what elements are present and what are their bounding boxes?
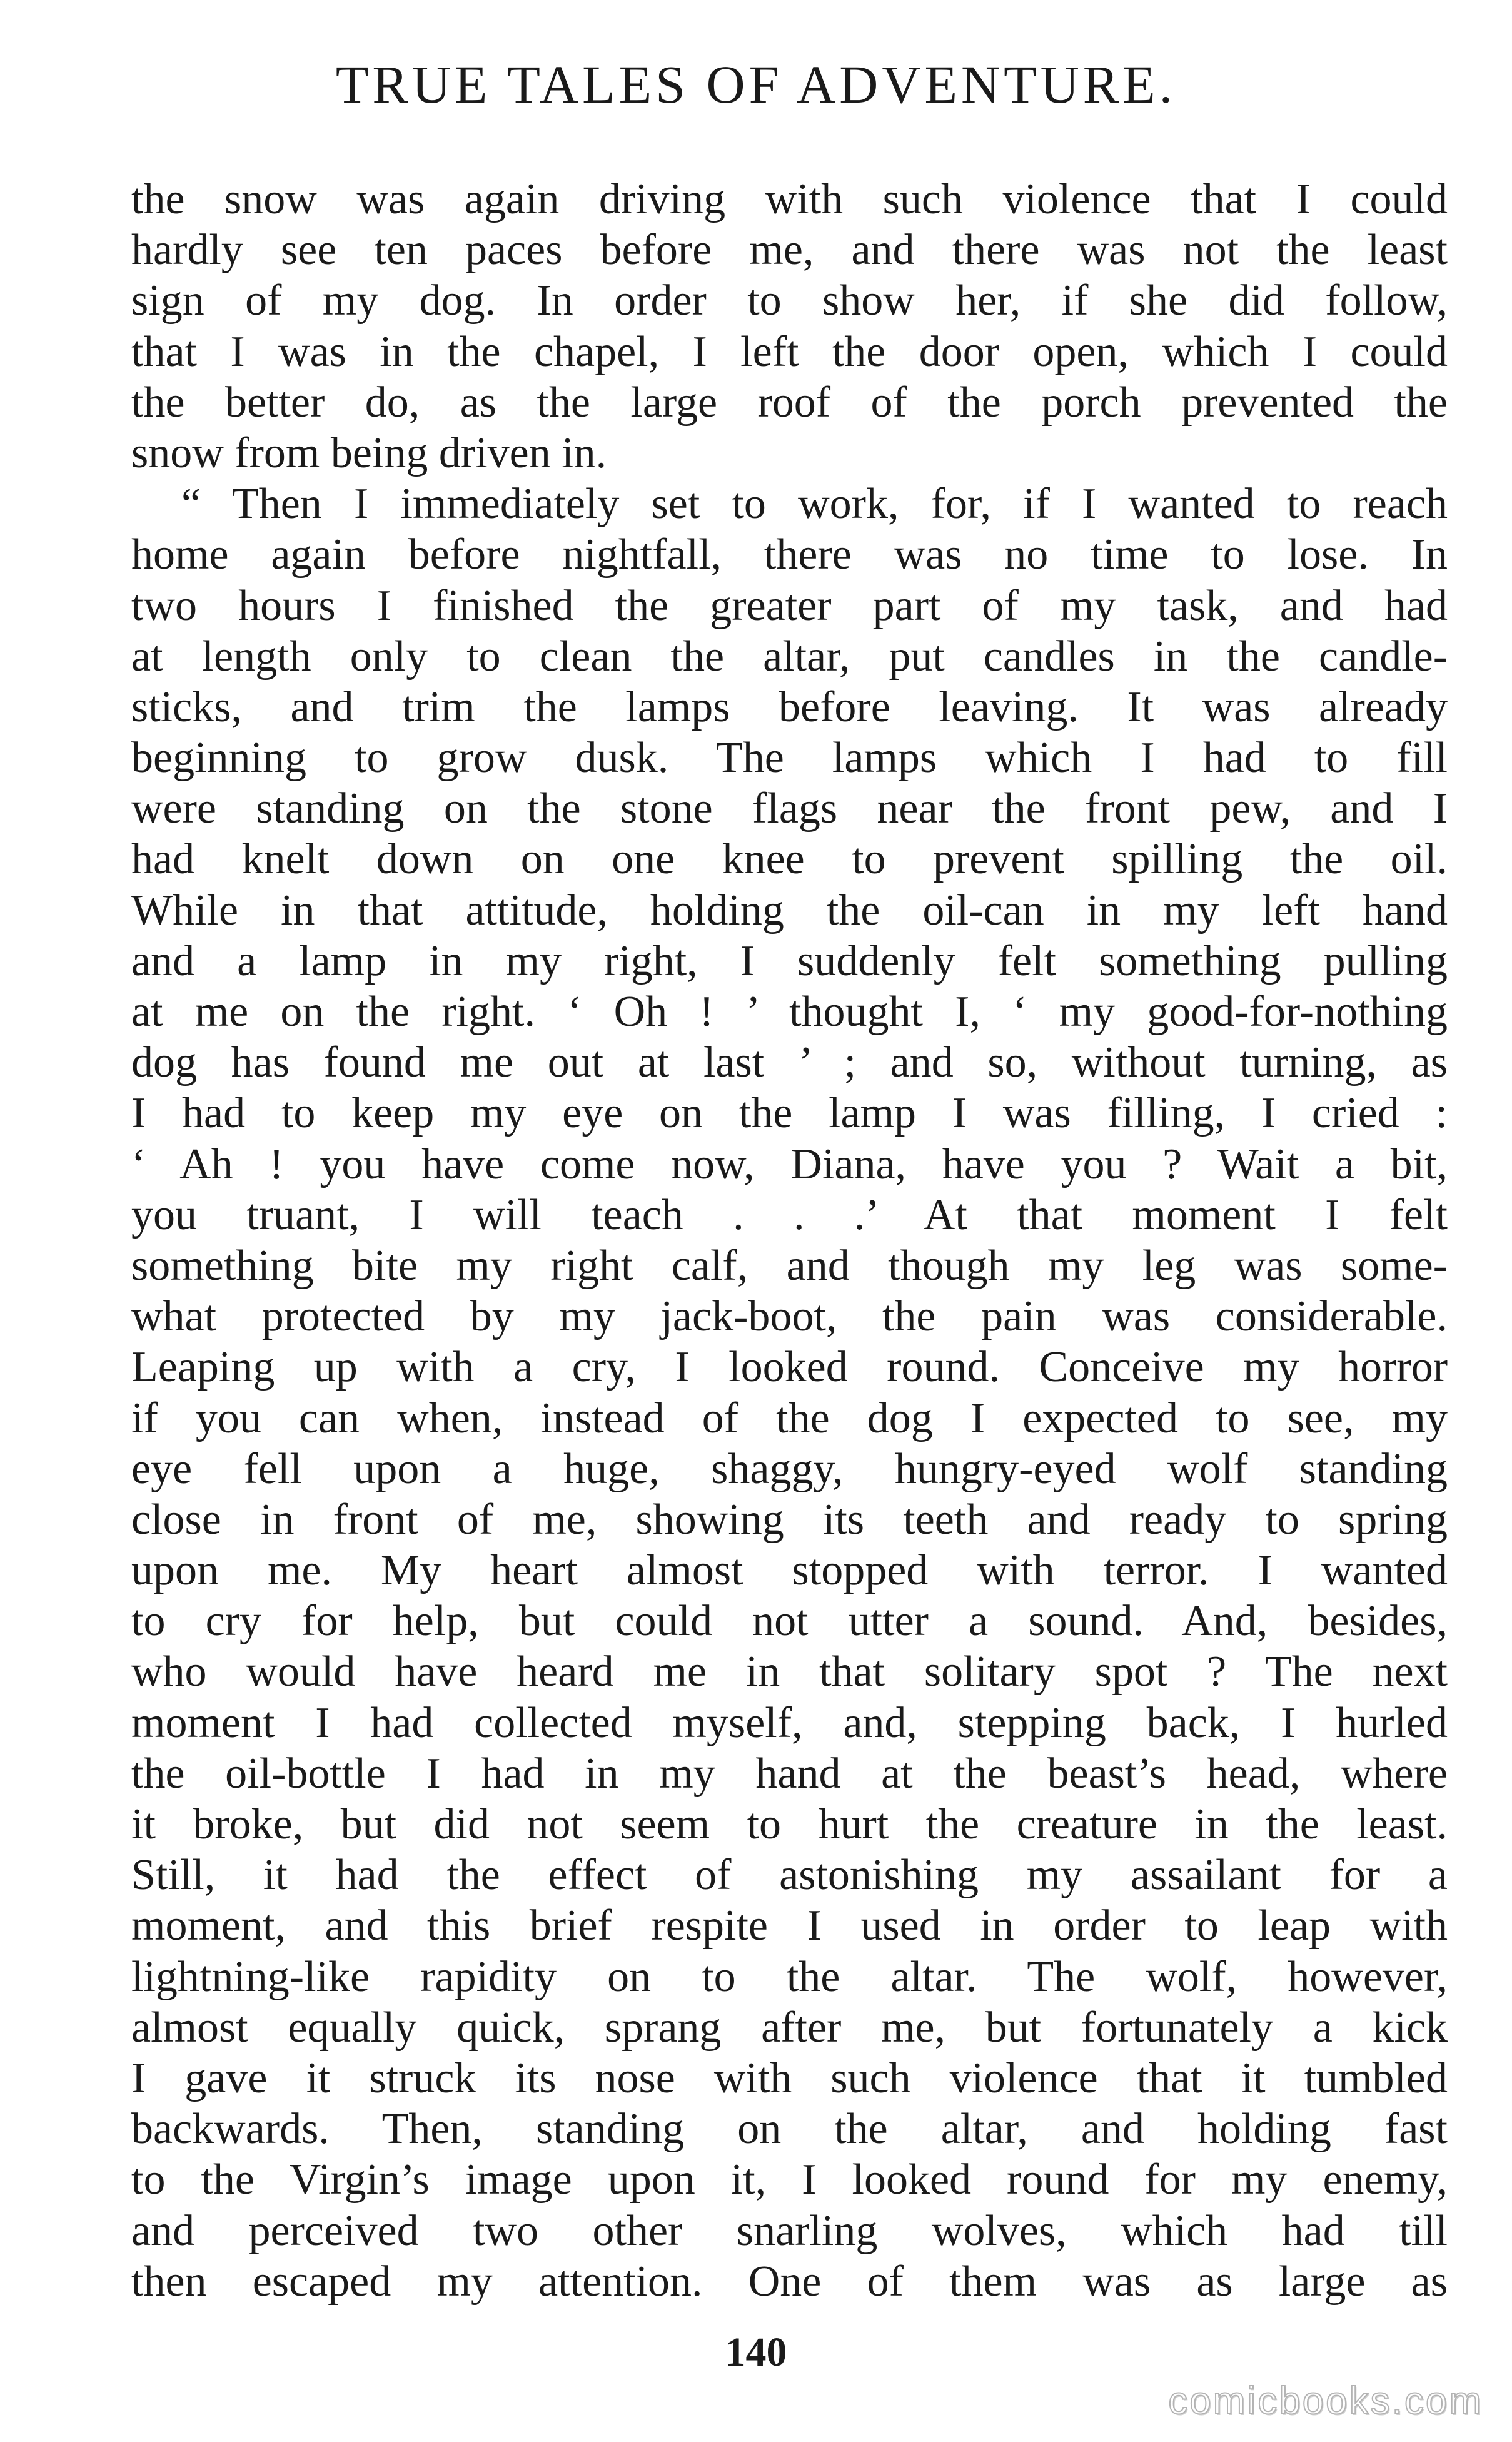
text-line: that I was in the chapel, I left the door open, which I could: [131, 327, 1448, 376]
page-number: 140: [725, 2329, 787, 2375]
text-line: if you can when, instead of the dog I expected to see, my: [131, 1394, 1448, 1442]
text-line: home again before nightfall, there was no time to lose. In: [131, 530, 1448, 579]
text-line: the oil-bottle I had in my hand at the beast’s head, where: [131, 1749, 1448, 1798]
text-line: at me on the right. ‘ Oh ! ’ thought I, ‘ my good-for-nothing: [131, 988, 1448, 1036]
text-line: upon me. My heart almost stopped with terror. I wanted: [131, 1546, 1448, 1595]
text-line: you truant, I will teach . . .’ At that moment I felt: [131, 1190, 1448, 1239]
text-line: had knelt down on one knee to prevent spilling the oil.: [131, 835, 1448, 884]
paragraph-2: [131, 479, 1448, 2307]
text-line: something bite my right calf, and though my leg was some-: [131, 1241, 1448, 1290]
text-line: at length only to clean the altar, put candles in the candle-: [131, 632, 1448, 681]
text-line: hardly see ten paces before me, and there was not the least: [131, 226, 1448, 275]
text-line: beginning to grow dusk. The lamps which I had to fill: [131, 734, 1448, 783]
text-line: Leaping up with a cry, I looked round. Conceive my horror: [131, 1343, 1448, 1392]
text-line: I had to keep my eye on the lamp I was filling, I cried :: [131, 1089, 1448, 1138]
text-line: dog has found me out at last ’ ; and so, without turning, as: [131, 1038, 1448, 1087]
text-line: to cry for help, but could not utter a sound. And, besides,: [131, 1597, 1448, 1646]
text-line: then escaped my attention. One of them was as large as: [131, 2257, 1448, 2306]
body-text: [131, 174, 1448, 2307]
text-line: Still, it had the effect of astonishing my assailant for a: [131, 1851, 1448, 1900]
paragraph-1: [131, 174, 1448, 479]
text-line: eye fell upon a huge, shaggy, hungry-eyed wolf standing: [131, 1444, 1448, 1493]
text-line: close in front of me, showing its teeth and ready to spring: [131, 1495, 1448, 1544]
text-line: and perceived two other snarling wolves, which had till: [131, 2206, 1448, 2255]
text-line: moment I had collected myself, and, stepping back, I hurled: [131, 1698, 1448, 1747]
text-line: almost equally quick, sprang after me, but fortunately a kick: [131, 2003, 1448, 2052]
text-line: I gave it struck its nose with such violence that it tumbled: [131, 2054, 1448, 2102]
text-line: who would have heard me in that solitary spot ? The next: [131, 1648, 1448, 1696]
text-line: snow from being driven in.: [131, 428, 607, 477]
text-line: were standing on the stone flags near the front pew, and I: [131, 784, 1448, 833]
text-line: the better do, as the large roof of the porch prevented the: [131, 378, 1448, 427]
watermark-logo: comicbooks.com: [1168, 2379, 1483, 2423]
text-line: and a lamp in my right, I suddenly felt something pulling: [131, 936, 1448, 985]
text-line: moment, and this brief respite I used in order to leap with: [131, 1902, 1448, 1950]
text-line: sticks, and trim the lamps before leaving. It was already: [131, 682, 1448, 731]
text-line: to the Virgin’s image upon it, I looked round for my enemy,: [131, 2156, 1448, 2204]
text-line: two hours I finished the greater part of my task, and had: [131, 581, 1448, 630]
text-line: what protected by my jack-boot, the pain was considerable.: [131, 1292, 1448, 1341]
text-line: ‘ Ah ! you have come now, Diana, have you ? Wait a bit,: [131, 1140, 1448, 1188]
text-line: the snow was again driving with such violence that I could: [131, 175, 1448, 223]
text-line: While in that attitude, holding the oil-can in my left hand: [131, 886, 1448, 935]
text-line: sign of my dog. In order to show her, if she did follow,: [131, 276, 1448, 325]
text-line: lightning-like rapidity on to the altar. The wolf, however,: [131, 1952, 1448, 2001]
text-line: “ Then I immediately set to work, for, if I wanted to reach: [181, 480, 1448, 529]
text-line: backwards. Then, standing on the altar, and holding fast: [131, 2105, 1448, 2154]
text-line: it broke, but did not seem to hurt the creature in the least.: [131, 1800, 1448, 1848]
running-title: TRUE TALES OF ADVENTURE.: [335, 54, 1177, 114]
